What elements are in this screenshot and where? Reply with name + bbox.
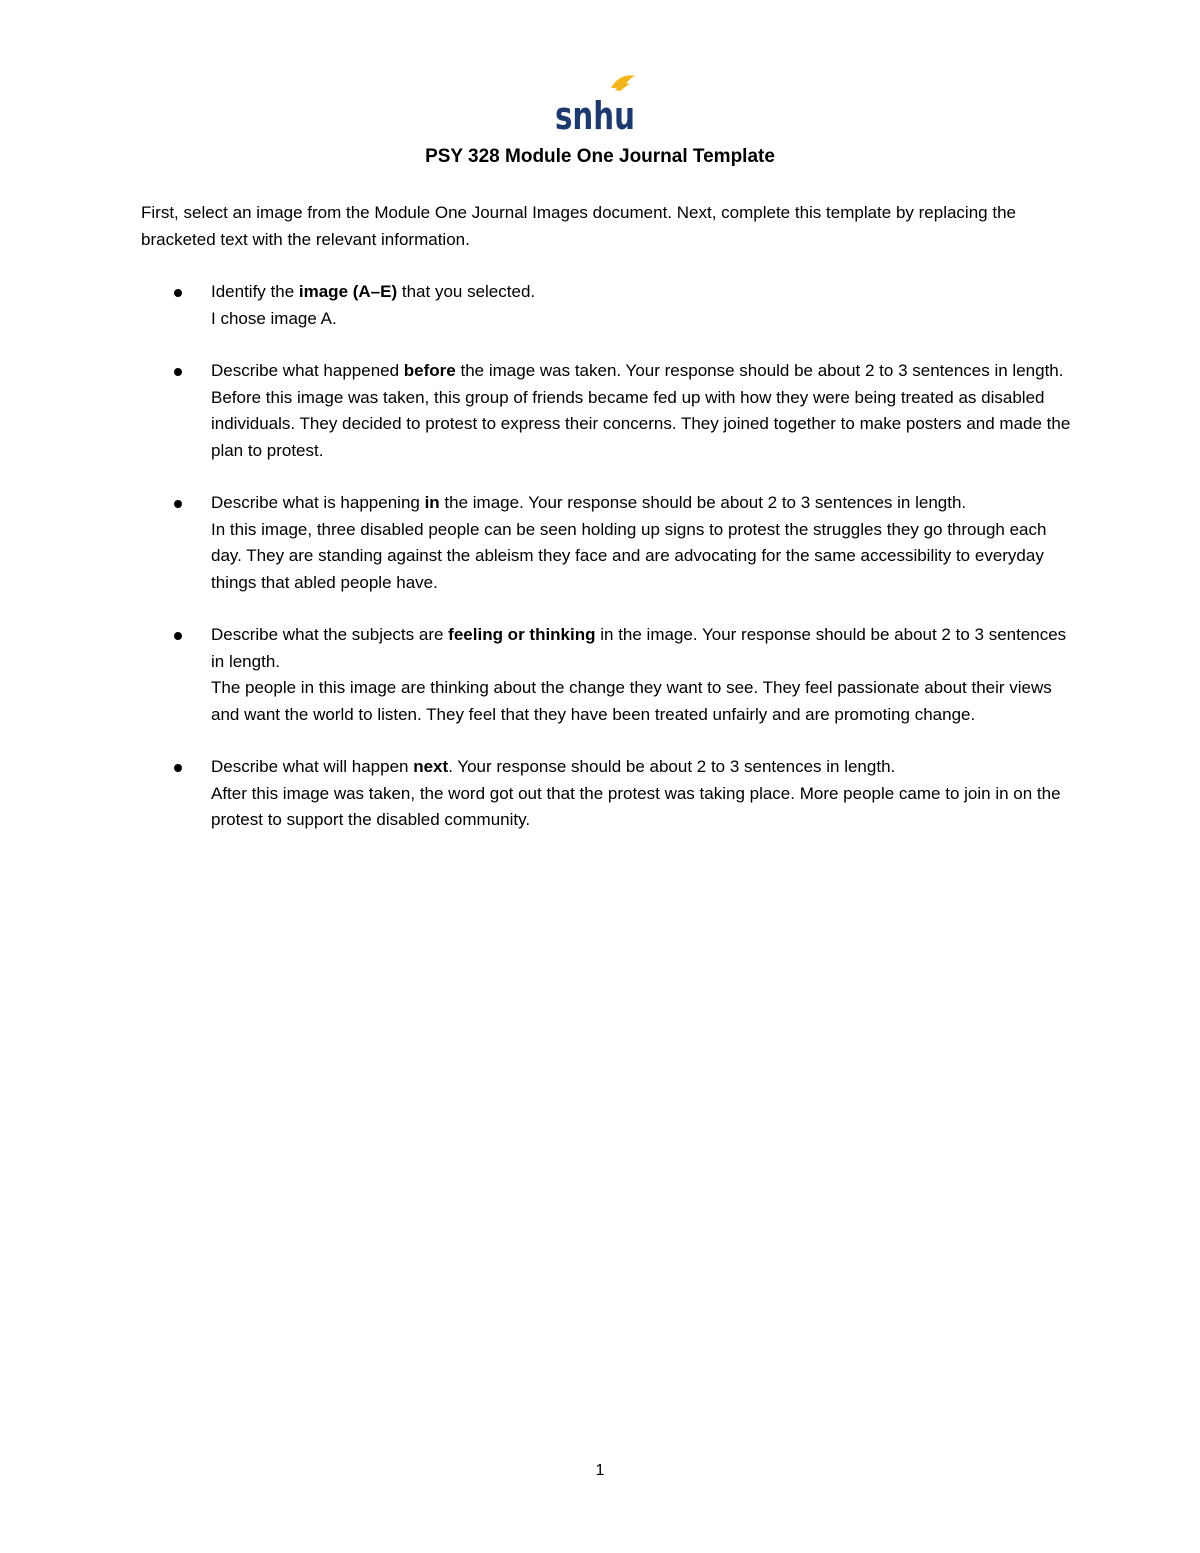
logo-wordmark: snhu bbox=[555, 94, 635, 138]
page-title: PSY 328 Module One Journal Template bbox=[425, 146, 775, 167]
list-item bbox=[141, 754, 1071, 834]
answer-text: The people in this image are thinking about the change they want to see. They feel passionate about their views and want the world to listen. They feel that they have been treated unfairly and are promoting change. bbox=[211, 678, 1052, 724]
prompt-text: Describe what is happening in the image. Your response should be about 2 to 3 sentences in length. bbox=[211, 493, 967, 512]
bullet-icon bbox=[174, 632, 182, 640]
page-number: 1 bbox=[595, 1462, 605, 1479]
answer-text: I chose image A. bbox=[211, 308, 337, 328]
list-item bbox=[141, 622, 1071, 728]
answer-text: In this image, three disabled people can be seen holding up signs to protest the struggles they go through each day. They are standing against the ableism they face and are advocating for the same accessibility to everyday things that abled people have. bbox=[211, 519, 1047, 592]
list-item bbox=[141, 358, 1071, 464]
prompt-text: Identify the image (A–E) that you selected. bbox=[211, 282, 536, 301]
list-item bbox=[141, 490, 1071, 596]
bullet-icon bbox=[174, 289, 182, 297]
bullet-icon bbox=[174, 368, 182, 376]
snhu-logo bbox=[553, 74, 639, 138]
answer-text: Before this image was taken, this group of friends became fed up with how they were being treated as disabled individuals. They decided to protest to express their concerns. They joined together to make posters and made the plan to protest. bbox=[211, 387, 1071, 460]
prompt-text: Describe what will happen next. Your response should be about 2 to 3 sentences in length. bbox=[211, 757, 896, 776]
prompt-text: Describe what the subjects are feeling or thinking in the image. Your response should be about 2 to 3 sentences in length. bbox=[211, 625, 1067, 671]
intro-paragraph: First, select an image from the Module One Journal Images document. Next, complete this template by replacing the bracketed text with the relevant information. bbox=[141, 203, 1016, 249]
list-item bbox=[141, 279, 1071, 332]
prompt-text: Describe what happened before the image was taken. Your response should be about 2 to 3 sentences in length. bbox=[211, 361, 1064, 380]
bullet-icon bbox=[174, 500, 182, 508]
bullet-icon bbox=[174, 764, 182, 772]
answer-text: After this image was taken, the word got out that the protest was taking place. More people came to join in on the protest to support the disabled community. bbox=[211, 783, 1061, 829]
journal-prompt-list bbox=[141, 279, 1071, 860]
